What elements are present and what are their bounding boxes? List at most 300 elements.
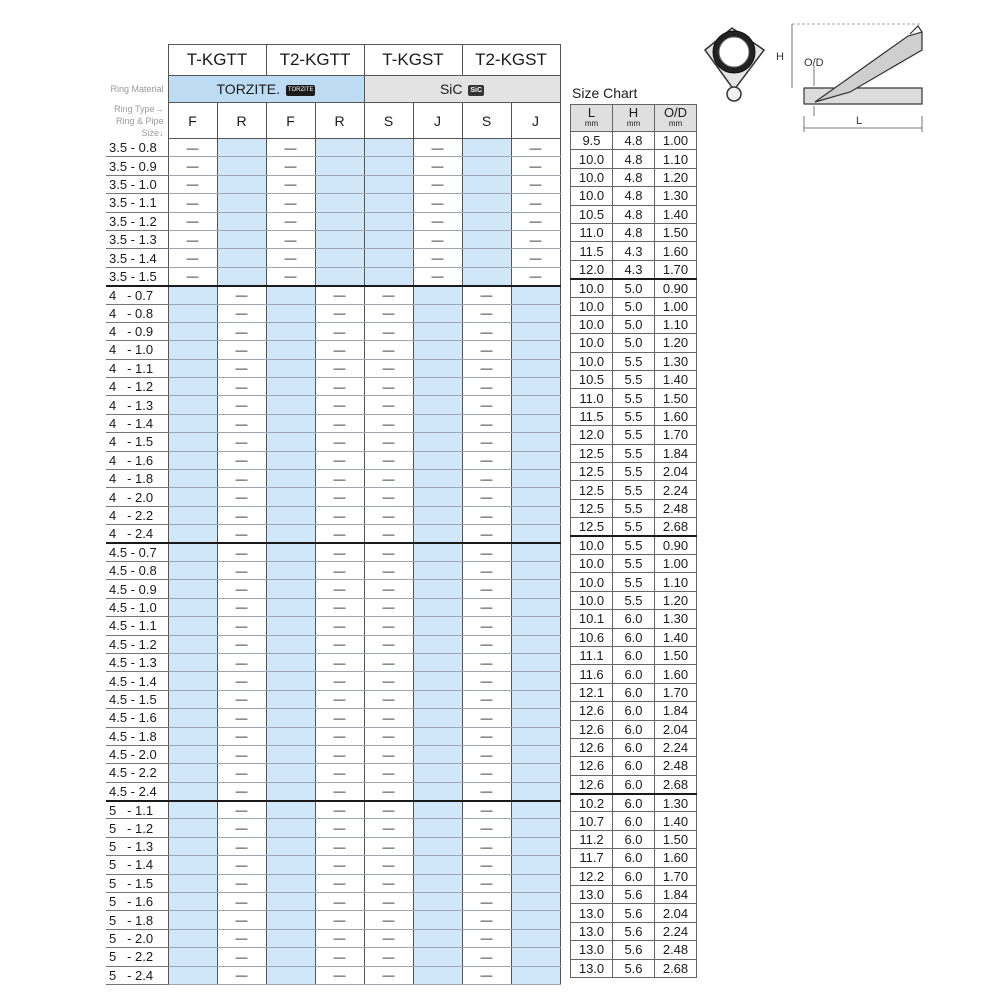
- available-cell: [511, 653, 560, 671]
- unavailable-dash: [511, 230, 560, 248]
- table-row: [106, 856, 560, 874]
- size-chart-row: [571, 168, 697, 186]
- size-value-h: 5.5: [613, 352, 655, 370]
- ring-pipe-size-label: Ring & Pipe Size↓: [115, 115, 164, 138]
- size-value-od: 1.40: [655, 205, 697, 223]
- ring-type-f: F: [168, 103, 217, 139]
- available-cell: [413, 856, 462, 874]
- available-cell: [217, 139, 266, 157]
- available-cell: [511, 525, 560, 543]
- model-header-t-kgtt: T-KGTT: [168, 45, 266, 76]
- size-value-l: 12.2: [571, 867, 613, 885]
- available-cell: [266, 690, 315, 708]
- unavailable-dash: [315, 837, 364, 855]
- available-cell: [168, 782, 217, 800]
- ring-pipe-size: 5 - 1.3: [106, 837, 168, 855]
- size-value-h: 6.0: [613, 830, 655, 848]
- unavailable-dash: [217, 359, 266, 377]
- unavailable-dash: [217, 414, 266, 432]
- available-cell: [266, 653, 315, 671]
- available-cell: [413, 819, 462, 837]
- available-cell: [413, 727, 462, 745]
- size-value-h: 5.6: [613, 886, 655, 904]
- size-value-h: 5.5: [613, 591, 655, 609]
- available-cell: [266, 819, 315, 837]
- available-cell: [511, 378, 560, 396]
- available-cell: [413, 488, 462, 506]
- unavailable-dash: [217, 635, 266, 653]
- size-chart-row: [571, 279, 697, 297]
- unavailable-dash: [462, 414, 511, 432]
- size-chart-table: [570, 104, 697, 978]
- size-value-od: 1.50: [655, 646, 697, 664]
- ring-type-j: J: [413, 103, 462, 139]
- unavailable-dash: [364, 506, 413, 524]
- unavailable-dash: [266, 267, 315, 285]
- unavailable-dash: [462, 856, 511, 874]
- size-chart-row: [571, 554, 697, 572]
- size-value-od: 2.04: [655, 720, 697, 738]
- available-cell: [413, 543, 462, 561]
- available-cell: [168, 470, 217, 488]
- available-cell: [266, 617, 315, 635]
- unavailable-dash: [217, 837, 266, 855]
- available-cell: [413, 378, 462, 396]
- unavailable-dash: [364, 948, 413, 966]
- available-cell: [266, 433, 315, 451]
- unavailable-dash: [315, 378, 364, 396]
- unavailable-dash: [364, 966, 413, 984]
- size-value-l: 12.0: [571, 426, 613, 444]
- unavailable-dash: [217, 341, 266, 359]
- size-value-od: 0.90: [655, 536, 697, 554]
- size-chart-row: [571, 407, 697, 425]
- size-chart-row: [571, 904, 697, 922]
- unavailable-dash: [364, 893, 413, 911]
- available-cell: [413, 764, 462, 782]
- unavailable-dash: [217, 911, 266, 929]
- unavailable-dash: [462, 966, 511, 984]
- table-row: [106, 543, 560, 561]
- unavailable-dash: [364, 856, 413, 874]
- available-cell: [413, 359, 462, 377]
- available-cell: [462, 267, 511, 285]
- size-chart-row: [571, 646, 697, 664]
- available-cell: [413, 893, 462, 911]
- size-value-od: 1.70: [655, 426, 697, 444]
- unavailable-dash: [217, 304, 266, 322]
- available-cell: [266, 709, 315, 727]
- size-value-h: 5.6: [613, 922, 655, 940]
- available-cell: [266, 304, 315, 322]
- size-value-od: 2.04: [655, 904, 697, 922]
- table-row: [106, 175, 560, 193]
- size-value-h: 6.0: [613, 757, 655, 775]
- unavailable-dash: [364, 635, 413, 653]
- available-cell: [266, 727, 315, 745]
- size-value-h: 5.5: [613, 481, 655, 499]
- table-row: [106, 470, 560, 488]
- size-value-l: 10.0: [571, 352, 613, 370]
- unavailable-dash: [364, 929, 413, 947]
- unavailable-dash: [462, 929, 511, 947]
- unavailable-dash: [315, 617, 364, 635]
- table-row: [106, 598, 560, 616]
- table-row: [106, 561, 560, 579]
- unavailable-dash: [217, 286, 266, 304]
- size-value-l: 10.0: [571, 591, 613, 609]
- size-value-h: 5.5: [613, 554, 655, 572]
- available-cell: [315, 267, 364, 285]
- size-chart-row: [571, 738, 697, 756]
- size-value-l: 10.1: [571, 610, 613, 628]
- available-cell: [364, 175, 413, 193]
- ring-type-row: [106, 103, 560, 139]
- unavailable-dash: [315, 893, 364, 911]
- table-row: [106, 194, 560, 212]
- ring-pipe-size: 4 - 1.0: [106, 341, 168, 359]
- unavailable-dash: [462, 525, 511, 543]
- unavailable-dash: [217, 378, 266, 396]
- available-cell: [266, 470, 315, 488]
- available-cell: [266, 966, 315, 984]
- unavailable-dash: [511, 267, 560, 285]
- size-value-h: 5.6: [613, 904, 655, 922]
- size-value-h: 4.3: [613, 242, 655, 260]
- unavailable-dash: [217, 782, 266, 800]
- ring-pipe-size: 4.5 - 1.5: [106, 690, 168, 708]
- ring-pipe-size: 4 - 1.4: [106, 414, 168, 432]
- ring-pipe-size: 4 - 2.0: [106, 488, 168, 506]
- size-value-od: 1.84: [655, 886, 697, 904]
- available-cell: [364, 267, 413, 285]
- available-cell: [168, 561, 217, 579]
- unavailable-dash: [462, 580, 511, 598]
- unavailable-dash: [266, 230, 315, 248]
- table-row: [106, 267, 560, 285]
- unavailable-dash: [364, 598, 413, 616]
- size-value-od: 1.50: [655, 223, 697, 241]
- size-value-od: 1.30: [655, 352, 697, 370]
- size-value-h: 5.0: [613, 334, 655, 352]
- ring-pipe-size: 4 - 1.3: [106, 396, 168, 414]
- available-cell: [266, 543, 315, 561]
- unavailable-dash: [315, 433, 364, 451]
- unavailable-dash: [462, 561, 511, 579]
- size-value-l: 12.0: [571, 260, 613, 278]
- unavailable-dash: [462, 286, 511, 304]
- size-value-l: 12.5: [571, 463, 613, 481]
- available-cell: [511, 782, 560, 800]
- size-value-l: 11.1: [571, 646, 613, 664]
- available-cell: [413, 672, 462, 690]
- unavailable-dash: [364, 764, 413, 782]
- unavailable-dash: [315, 948, 364, 966]
- available-cell: [168, 837, 217, 855]
- unavailable-dash: [462, 709, 511, 727]
- available-cell: [462, 194, 511, 212]
- size-col-h-unit: mm: [626, 119, 641, 128]
- size-chart-row: [571, 794, 697, 812]
- available-cell: [217, 249, 266, 267]
- available-cell: [168, 304, 217, 322]
- available-cell: [315, 194, 364, 212]
- ring-pipe-size: 4.5 - 1.3: [106, 653, 168, 671]
- unavailable-dash: [364, 433, 413, 451]
- unavailable-dash: [315, 341, 364, 359]
- available-cell: [168, 709, 217, 727]
- unavailable-dash: [364, 727, 413, 745]
- ring-pipe-size: 4.5 - 0.7: [106, 543, 168, 561]
- table-row: [106, 690, 560, 708]
- size-chart-row: [571, 775, 697, 793]
- available-cell: [511, 709, 560, 727]
- unavailable-dash: [413, 139, 462, 157]
- available-cell: [511, 727, 560, 745]
- available-cell: [511, 414, 560, 432]
- unavailable-dash: [364, 396, 413, 414]
- size-value-h: 5.0: [613, 279, 655, 297]
- size-value-l: 10.5: [571, 205, 613, 223]
- table-row: [106, 378, 560, 396]
- ring-pipe-size: 3.5 - 1.2: [106, 212, 168, 230]
- ring-pipe-size: 5 - 1.1: [106, 801, 168, 819]
- available-cell: [511, 819, 560, 837]
- size-value-h: 6.0: [613, 720, 655, 738]
- unavailable-dash: [462, 727, 511, 745]
- unavailable-dash: [462, 617, 511, 635]
- size-value-od: 1.00: [655, 554, 697, 572]
- size-value-l: 10.0: [571, 279, 613, 297]
- ring-pipe-size: 4.5 - 1.8: [106, 727, 168, 745]
- unavailable-dash: [364, 451, 413, 469]
- size-value-l: 11.0: [571, 389, 613, 407]
- available-cell: [364, 194, 413, 212]
- size-value-l: 11.5: [571, 407, 613, 425]
- unavailable-dash: [364, 819, 413, 837]
- available-cell: [217, 194, 266, 212]
- size-value-l: 10.0: [571, 334, 613, 352]
- size-chart-row: [571, 371, 697, 389]
- unavailable-dash: [315, 561, 364, 579]
- table-row: [106, 635, 560, 653]
- unavailable-dash: [217, 874, 266, 892]
- unavailable-dash: [217, 764, 266, 782]
- unavailable-dash: [364, 488, 413, 506]
- available-cell: [217, 157, 266, 175]
- diagram-label-od: O/D: [804, 57, 824, 69]
- available-cell: [511, 506, 560, 524]
- size-chart-row: [571, 941, 697, 959]
- size-col-od-unit: mm: [668, 119, 683, 128]
- unavailable-dash: [315, 359, 364, 377]
- unavailable-dash: [511, 249, 560, 267]
- size-chart-row: [571, 922, 697, 940]
- unavailable-dash: [413, 175, 462, 193]
- ring-pipe-size: 4 - 0.8: [106, 304, 168, 322]
- available-cell: [413, 322, 462, 340]
- size-value-h: 6.0: [613, 849, 655, 867]
- ring-pipe-size: 4.5 - 1.1: [106, 617, 168, 635]
- available-cell: [168, 856, 217, 874]
- ring-front-view-icon: [705, 28, 764, 101]
- sic-logo-icon: SiC: [470, 86, 483, 94]
- available-cell: [168, 378, 217, 396]
- size-value-h: 4.3: [613, 260, 655, 278]
- size-chart-row: [571, 242, 697, 260]
- unavailable-dash: [168, 249, 217, 267]
- unavailable-dash: [315, 653, 364, 671]
- available-cell: [168, 359, 217, 377]
- table-row: [106, 157, 560, 175]
- size-value-h: 6.0: [613, 775, 655, 793]
- available-cell: [315, 249, 364, 267]
- ring-pipe-size: 3.5 - 1.3: [106, 230, 168, 248]
- size-value-l: 10.0: [571, 573, 613, 591]
- unavailable-dash: [315, 414, 364, 432]
- unavailable-dash: [168, 230, 217, 248]
- size-value-h: 6.0: [613, 702, 655, 720]
- model-header-t-kgst: T-KGST: [364, 45, 462, 76]
- unavailable-dash: [168, 212, 217, 230]
- table-row: [106, 580, 560, 598]
- ring-type-s: S: [462, 103, 511, 139]
- available-cell: [511, 635, 560, 653]
- available-cell: [462, 230, 511, 248]
- available-cell: [168, 433, 217, 451]
- unavailable-dash: [364, 782, 413, 800]
- size-value-od: 1.70: [655, 260, 697, 278]
- unavailable-dash: [315, 782, 364, 800]
- size-value-od: 1.10: [655, 150, 697, 168]
- unavailable-dash: [462, 598, 511, 616]
- size-chart-row: [571, 132, 697, 150]
- size-chart-row: [571, 463, 697, 481]
- table-row: [106, 396, 560, 414]
- available-cell: [266, 893, 315, 911]
- available-cell: [511, 286, 560, 304]
- size-value-l: 10.5: [571, 371, 613, 389]
- size-value-od: 2.24: [655, 481, 697, 499]
- unavailable-dash: [364, 286, 413, 304]
- ring-pipe-size: 3.5 - 1.4: [106, 249, 168, 267]
- available-cell: [315, 175, 364, 193]
- available-cell: [511, 359, 560, 377]
- ring-pipe-size: 3.5 - 1.1: [106, 194, 168, 212]
- available-cell: [266, 745, 315, 763]
- available-cell: [413, 653, 462, 671]
- unavailable-dash: [511, 194, 560, 212]
- ring-pipe-size: 4.5 - 1.4: [106, 672, 168, 690]
- size-chart-header-row: [571, 105, 697, 132]
- size-chart-row: [571, 315, 697, 333]
- available-cell: [168, 672, 217, 690]
- unavailable-dash: [364, 837, 413, 855]
- ring-pipe-size: 3.5 - 0.9: [106, 157, 168, 175]
- available-cell: [266, 635, 315, 653]
- unavailable-dash: [462, 874, 511, 892]
- ring-type-r: R: [217, 103, 266, 139]
- available-cell: [511, 874, 560, 892]
- unavailable-dash: [462, 893, 511, 911]
- unavailable-dash: [364, 543, 413, 561]
- unavailable-dash: [364, 911, 413, 929]
- unavailable-dash: [462, 506, 511, 524]
- size-value-l: 10.0: [571, 315, 613, 333]
- size-value-l: 10.6: [571, 628, 613, 646]
- ring-pipe-size: 5 - 1.4: [106, 856, 168, 874]
- size-value-l: 13.0: [571, 886, 613, 904]
- table-row: [106, 304, 560, 322]
- table-row: [106, 745, 560, 763]
- available-cell: [266, 341, 315, 359]
- ring-pipe-size: 4.5 - 1.6: [106, 709, 168, 727]
- unavailable-dash: [315, 488, 364, 506]
- unavailable-dash: [511, 139, 560, 157]
- size-value-od: 1.50: [655, 389, 697, 407]
- unavailable-dash: [462, 764, 511, 782]
- available-cell: [315, 212, 364, 230]
- size-chart-row: [571, 260, 697, 278]
- size-value-h: 4.8: [613, 223, 655, 241]
- available-cell: [315, 157, 364, 175]
- ring-pipe-size: 4 - 1.8: [106, 470, 168, 488]
- size-value-od: 2.04: [655, 463, 697, 481]
- available-cell: [266, 322, 315, 340]
- size-value-l: 10.0: [571, 554, 613, 572]
- available-cell: [315, 230, 364, 248]
- ring-pipe-size: 5 - 1.6: [106, 893, 168, 911]
- unavailable-dash: [315, 745, 364, 763]
- available-cell: [266, 782, 315, 800]
- size-value-h: 6.0: [613, 665, 655, 683]
- torzite-logo-icon: TORZITE: [286, 85, 316, 96]
- size-chart-row: [571, 297, 697, 315]
- unavailable-dash: [217, 433, 266, 451]
- size-value-od: 1.60: [655, 407, 697, 425]
- available-cell: [511, 966, 560, 984]
- size-value-l: 11.5: [571, 242, 613, 260]
- table-row: [106, 212, 560, 230]
- available-cell: [266, 561, 315, 579]
- available-cell: [413, 414, 462, 432]
- unavailable-dash: [217, 561, 266, 579]
- available-cell: [511, 580, 560, 598]
- ring-type-j: J: [511, 103, 560, 139]
- ring-pipe-size: 3.5 - 1.0: [106, 175, 168, 193]
- available-cell: [168, 525, 217, 543]
- size-chart-row: [571, 886, 697, 904]
- size-value-l: 12.5: [571, 481, 613, 499]
- size-value-od: 1.10: [655, 315, 697, 333]
- size-value-od: 1.20: [655, 168, 697, 186]
- table-row: [106, 506, 560, 524]
- available-cell: [511, 856, 560, 874]
- available-cell: [217, 175, 266, 193]
- available-cell: [511, 543, 560, 561]
- ring-type-label: Ring Type→: [114, 103, 164, 114]
- unavailable-dash: [217, 893, 266, 911]
- size-value-od: 1.84: [655, 444, 697, 462]
- available-cell: [168, 801, 217, 819]
- table-row: [106, 874, 560, 892]
- available-cell: [266, 856, 315, 874]
- available-cell: [413, 617, 462, 635]
- size-value-od: 0.90: [655, 279, 697, 297]
- size-value-od: 1.70: [655, 683, 697, 701]
- available-cell: [168, 819, 217, 837]
- size-value-l: 13.0: [571, 941, 613, 959]
